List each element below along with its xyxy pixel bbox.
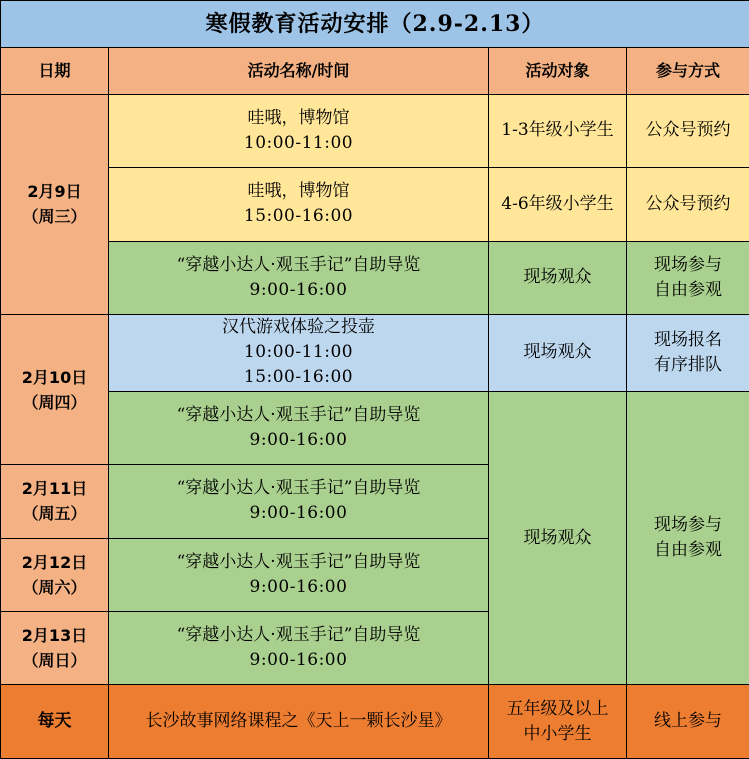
method-cell — [627, 94, 749, 167]
method-cell-merged — [627, 391, 749, 685]
weekday-label: （周六） — [22, 577, 87, 597]
header-method: 参与方式 — [627, 48, 749, 94]
method-text: 自由参观 — [654, 540, 722, 561]
date-label: 2月9日 — [27, 182, 82, 202]
date-cell-feb13 — [1, 612, 109, 685]
activity-name: 哇哦，博物馆 — [247, 107, 350, 128]
date-cell-feb9 — [1, 94, 109, 314]
weekday-label: （周四） — [22, 392, 87, 412]
audience-cell: 现场观众 — [489, 315, 627, 392]
daily-method-cell: 线上参与 — [627, 685, 749, 759]
activity-time: 15:00-16:00 — [243, 367, 354, 388]
activity-cell — [109, 168, 489, 241]
header-date: 日期 — [1, 48, 109, 94]
activity-name: 汉代游戏体验之投壶 — [222, 317, 375, 338]
activity-time: 15:00-16:00 — [243, 206, 354, 227]
method-text: 现场参与 — [654, 254, 722, 275]
audience-cell-merged: 现场观众 — [489, 391, 627, 685]
weekday-label: （周三） — [22, 207, 87, 227]
method-text: 公众号预约 — [645, 120, 731, 141]
method-text: 自由参观 — [654, 279, 722, 300]
activity-time: 10:00-11:00 — [243, 342, 354, 363]
date-label: 2月10日 — [21, 367, 88, 387]
audience-cell: 现场观众 — [489, 241, 627, 314]
activity-name: 哇哦，博物馆 — [247, 181, 350, 202]
weekday-label: （周日） — [22, 651, 87, 671]
audience-text: 五年级及以上 — [506, 698, 609, 719]
audience-cell: 4-6年级小学生 — [489, 168, 627, 241]
method-cell — [627, 241, 749, 314]
weekday-label: （周五） — [22, 504, 87, 524]
activity-name: “穿越小达人·观玉手记”自助导览 — [176, 551, 421, 572]
activity-cell — [109, 315, 489, 392]
method-text: 现场参与 — [654, 515, 722, 536]
activity-cell — [109, 241, 489, 314]
audience-cell: 1-3年级小学生 — [489, 94, 627, 167]
method-cell — [627, 315, 749, 392]
daily-audience-cell — [489, 685, 627, 759]
activity-cell — [109, 538, 489, 611]
activity-time: 10:00-11:00 — [243, 132, 354, 153]
date-label: 2月11日 — [21, 479, 88, 499]
activity-name: “穿越小达人·观玉手记”自助导览 — [176, 625, 421, 646]
activity-cell — [109, 612, 489, 685]
activity-time: 9:00-16:00 — [249, 279, 348, 300]
header-audience: 活动对象 — [489, 48, 627, 94]
activity-time: 9:00-16:00 — [249, 503, 348, 524]
method-text: 有序排队 — [654, 354, 722, 375]
date-cell-feb11 — [1, 465, 109, 538]
activity-cell — [109, 94, 489, 167]
date-label: 2月12日 — [21, 552, 88, 572]
activity-time: 9:00-16:00 — [249, 650, 348, 671]
activity-name: “穿越小达人·观玉手记”自助导览 — [176, 404, 421, 425]
table-title: 寒假教育活动安排（2.9-2.13） — [1, 1, 749, 48]
activity-name: “穿越小达人·观玉手记”自助导览 — [176, 254, 421, 275]
date-cell-feb10 — [1, 315, 109, 465]
date-cell-daily: 每天 — [1, 685, 109, 759]
date-cell-feb12 — [1, 538, 109, 611]
method-text: 现场报名 — [654, 329, 722, 350]
activity-name: “穿越小达人·观玉手记”自助导览 — [176, 478, 421, 499]
activity-time: 9:00-16:00 — [249, 576, 348, 597]
activity-time: 9:00-16:00 — [249, 429, 348, 450]
date-label: 2月13日 — [21, 626, 88, 646]
header-activity: 活动名称/时间 — [109, 48, 489, 94]
daily-activity-cell: 长沙故事网络课程之《天上一颗长沙星》 — [109, 685, 489, 759]
method-cell — [627, 168, 749, 241]
method-text: 公众号预约 — [645, 193, 731, 214]
activity-cell — [109, 465, 489, 538]
audience-text: 中小学生 — [523, 723, 592, 744]
activity-cell — [109, 391, 489, 464]
